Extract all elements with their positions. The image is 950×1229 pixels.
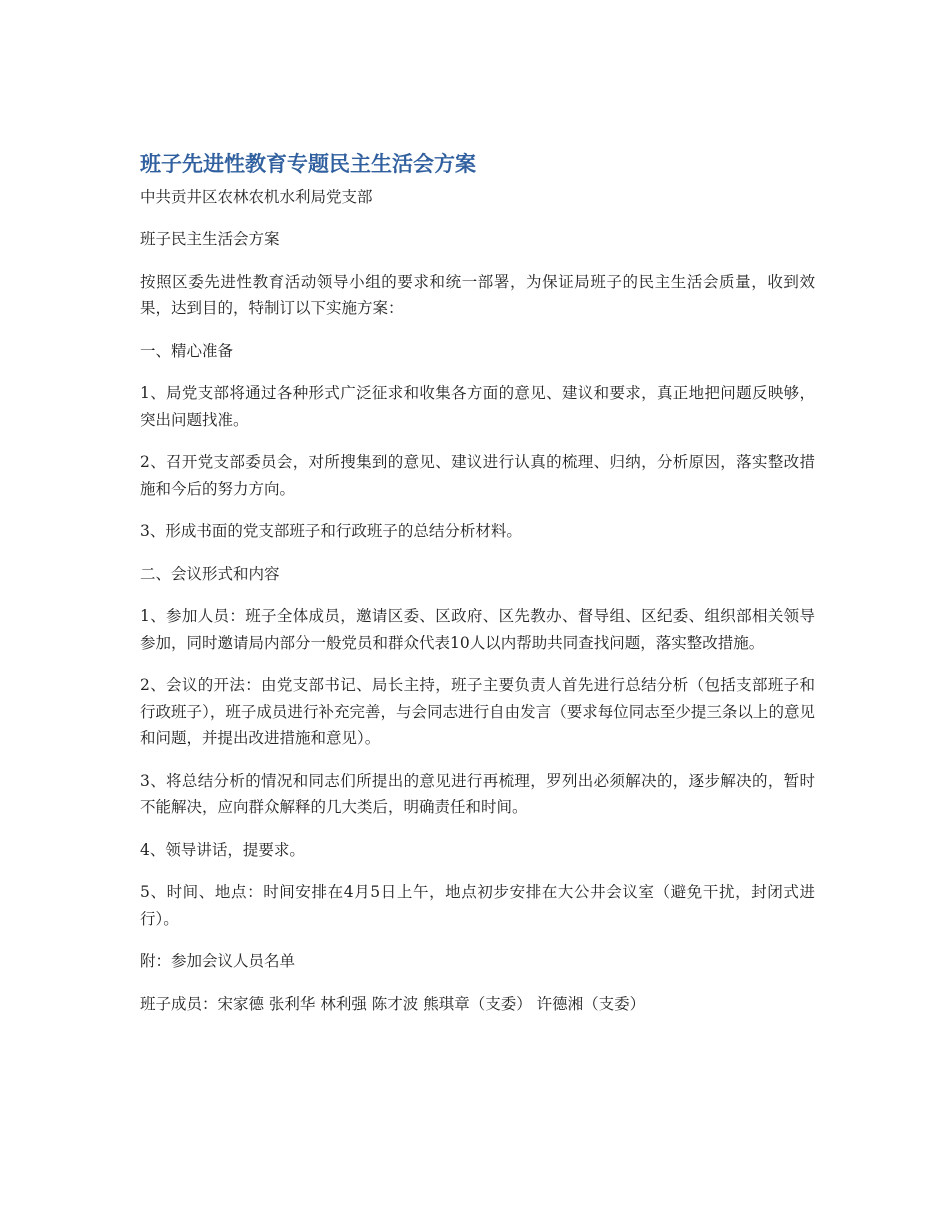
paragraph-plan-heading: 班子民主生活会方案 <box>140 230 280 248</box>
paragraph-members: 班子成员：宋家德 张利华 林利强 陈才波 熊琪章（支委） 许德湘（支委） <box>140 994 646 1013</box>
paragraph-prep-2: 2、召开党支部委员会，对所搜集到的意见、建议进行认真的梳理、归纳，分析原因，落实整改措施和今后的努力方向。 <box>140 453 815 498</box>
paragraph-meeting-3: 3、将总结分析的情况和同志们所提出的意见进行再梳理，罗列出必须解决的，逐步解决的，暂时不能解决，应向群众解释的几大类后，明确责任和时间。 <box>140 771 815 816</box>
document-subtitle: 中共贡井区农林农机水利局党支部 <box>140 188 373 206</box>
document-title: 班子先进性教育专题民主生活会方案 <box>140 152 476 176</box>
section-heading-preparation: 一、精心准备 <box>140 341 234 360</box>
document-page <box>140 150 815 1033</box>
paragraph-meeting-2: 2、会议的开法：由党支部书记、局长主持，班子主要负责人首先进行总结分析（包括支部班子和行政班子），班子成员进行补充完善，与会同志进行自由发言（要求每位同志至少提三条以上的意见和问题，并提出改进措施和意见）。 <box>140 676 815 747</box>
paragraph-attachment: 附：参加会议人员名单 <box>140 952 296 970</box>
paragraph-prep-3: 3、形成书面的党支部班子和行政班子的总结分析材料。 <box>140 522 522 540</box>
section-heading-meeting-format: 二、会议形式和内容 <box>140 564 280 583</box>
paragraph-meeting-5: 5、时间、地点：时间安排在4月5日上午，地点初步安排在大公井会议室（避免干扰，封闭式进行）。 <box>140 883 815 928</box>
paragraph-meeting-4: 4、领导讲话，提要求。 <box>140 840 305 859</box>
paragraph-meeting-1: 1、参加人员：班子全体成员，邀请区委、区政府、区先教办、督导组、区纪委、组织部相关领导参加，同时邀请局内部分一般党员和群众代表10人以内帮助共同查找问题，落实整改措施。 <box>140 607 815 652</box>
paragraph-prep-1: 1、局党支部将通过各种形式广泛征求和收集各方面的意见、建议和要求，真正地把问题反映够，突出问题找准。 <box>140 384 815 429</box>
paragraph-intro: 按照区委先进性教育活动领导小组的要求和统一部署，为保证局班子的民主生活会质量，收到效果，达到目的，特制订以下实施方案： <box>140 272 815 317</box>
